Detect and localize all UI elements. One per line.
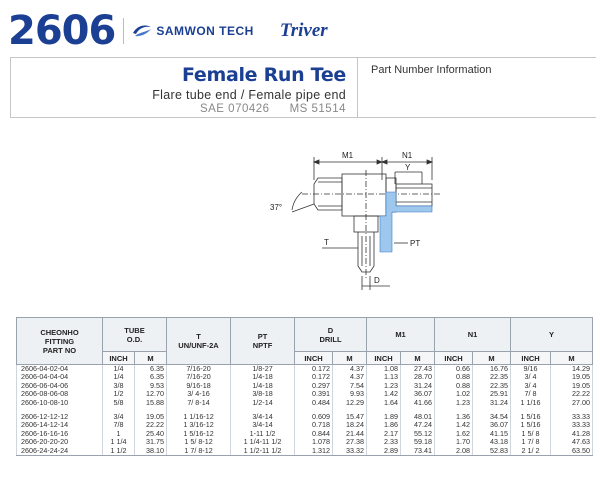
table-cell: 25.40 [135,430,167,438]
table-cell: 21.44 [333,430,367,438]
table-cell: 3/8-18 [231,390,295,398]
table-cell: 7/16-20 [167,373,231,381]
table-cell: 9.53 [135,382,167,390]
table-cell: 1 3/16-12 [167,421,231,429]
table-cell: 0.297 [295,382,333,390]
table-cell: 3/ 4-16 [167,390,231,398]
table-cell: 14.29 [551,365,593,374]
standard-sae: SAE 070426 [199,103,270,115]
header-d-drill [295,318,367,352]
table-cell: 3/ 4 [511,382,551,390]
header-part-line3: PART NO [42,345,77,355]
header-n1: N1 [435,318,511,352]
table-cell: 1.312 [295,447,333,456]
table-cell: 1 1/16 [511,399,551,407]
drawing-label-t: T [324,238,329,247]
header-t-thread [167,318,231,365]
table-row [17,373,593,381]
table-cell: 19.05 [135,413,167,421]
triver-logo: Triver [279,20,328,41]
header-tube-line2: O.D. [126,334,143,344]
unit-inch: INCH [435,352,473,365]
table-cell: 1.23 [367,382,401,390]
table-cell: 1.42 [435,421,473,429]
header-tube-od [103,318,167,352]
table-cell: 1/4 [103,365,135,374]
table-cell: 7/8 [103,421,135,429]
header-y: Y [511,318,593,352]
header-d-line2: DRILL [319,334,342,344]
unit-inch: INCH [103,352,135,365]
table-cell: 6.35 [135,373,167,381]
table-cell: 63.50 [551,447,593,456]
table-cell: 3/8 [103,382,135,390]
drawing-label-y: Y [405,163,411,172]
table-cell: 55.12 [401,430,435,438]
table-cell: 0.484 [295,399,333,407]
header-m1: M1 [367,318,435,352]
standards-line [200,103,346,115]
table-cell: 16.76 [473,365,511,374]
table-row [17,390,593,398]
table-row [17,365,593,374]
title-box-divider [357,58,358,117]
table-cell: 1/2-14 [231,399,295,407]
table-cell: 22.22 [135,421,167,429]
table-cell: 1 [103,430,135,438]
table-cell: 1.89 [367,413,401,421]
drawing-label-d: D [374,276,380,285]
table-cell: 2606-08-06-08 [17,390,103,398]
header-tube-line1: TUBE [124,325,145,335]
table-cell: 2606-24-24-24 [17,447,103,456]
table-cell: 0.66 [435,365,473,374]
table-cell: 31.24 [473,399,511,407]
part-number-info-label: Part Number Information [371,64,492,76]
table-cell: 28.70 [401,373,435,381]
table-cell: 7/ 8 [511,390,551,398]
table-cell: 31.24 [401,382,435,390]
table-cell: 1-11 1/2 [231,430,295,438]
table-cell: 3/ 4 [511,373,551,381]
table-cell: 1/8-27 [231,365,295,374]
table-row [17,447,593,456]
table-cell: 15.88 [135,399,167,407]
table-cell: 41.28 [551,430,593,438]
unit-mm: M [551,352,593,365]
samwon-brand-text: SAMWON TECH [156,24,254,38]
table-cell: 0.172 [295,373,333,381]
table-cell: 1.62 [435,430,473,438]
table-cell: 15.47 [333,413,367,421]
table-row [17,413,593,421]
table-cell: 1.13 [367,373,401,381]
table-row [17,382,593,390]
header-pt-line1: PT [257,332,268,341]
table-cell: 47.24 [401,421,435,429]
table-cell: 1 1/16-12 [167,413,231,421]
table-cell: 19.05 [551,382,593,390]
standard-ms: MS 51514 [289,103,346,115]
table-cell: 1 5/16-12 [167,430,231,438]
table-cell: 27.38 [333,438,367,446]
table-body [17,365,593,456]
table-cell: 22.22 [551,390,593,398]
table-cell: 27.00 [551,399,593,407]
unit-mm: M [333,352,367,365]
product-code: 2606 [8,8,116,54]
table-cell: 36.07 [473,421,511,429]
table-cell: 1 1/4-11 1/2 [231,438,295,446]
table-cell: 2606-16-16-16 [17,430,103,438]
table-cell: 0.88 [435,382,473,390]
table-cell: 33.32 [333,447,367,456]
page-header [8,8,328,54]
table-cell: 7/16-20 [167,365,231,374]
table-cell: 1/4-18 [231,382,295,390]
table-cell: 27.43 [401,365,435,374]
table-cell: 1 5/ 8 [511,430,551,438]
table-cell: 12.29 [333,399,367,407]
table-cell: 3/4 [103,413,135,421]
table-cell: 1.02 [435,390,473,398]
table-cell: 0.172 [295,365,333,374]
table-cell: 22.35 [473,373,511,381]
table-cell: 73.41 [401,447,435,456]
table-cell: 2606-14-12-14 [17,421,103,429]
drawing-label-n1: N1 [402,151,413,160]
table-cell: 41.66 [401,399,435,407]
table-cell: 3/4-14 [231,421,295,429]
table-cell: 1.078 [295,438,333,446]
unit-inch: INCH [367,352,401,365]
table-cell: 6.35 [135,365,167,374]
table-cell: 0.609 [295,413,333,421]
table-cell: 2 1/ 2 [511,447,551,456]
table-row [17,399,593,407]
table-cell: 34.54 [473,413,511,421]
table-cell: 2.33 [367,438,401,446]
table-cell: 12.70 [135,390,167,398]
table-cell: 9/16 [511,365,551,374]
header-pt-thread [231,318,295,365]
table-cell: 1 1/4 [103,438,135,446]
table-cell: 41.15 [473,430,511,438]
table-cell: 1 1/2-11 1/2 [231,447,295,456]
table-cell: 2606-04-02-04 [17,365,103,374]
table-cell: 19.05 [551,373,593,381]
table-row [17,430,593,438]
table-cell: 1/2 [103,390,135,398]
table-cell: 1/4-18 [231,373,295,381]
table-cell: 0.844 [295,430,333,438]
table-cell: 2.89 [367,447,401,456]
table-cell: 1/4 [103,373,135,381]
header-t-line2: UN/UNF-2A [178,341,219,350]
table-cell: 2606-10-08-10 [17,399,103,407]
table-cell: 2606-04-04-04 [17,373,103,381]
dimension-table [16,317,593,456]
table-cell: 18.24 [333,421,367,429]
table-cell: 1.42 [367,390,401,398]
header-part-number [17,318,103,365]
table-cell: 43.18 [473,438,511,446]
table-cell: 0.88 [435,373,473,381]
samwon-logo [132,24,254,38]
product-subtitle: Flare tube end / Female pipe end [152,88,346,102]
table-row [17,438,593,446]
table-cell: 47.63 [551,438,593,446]
table-cell: 36.07 [401,390,435,398]
drawing-label-pt: PT [410,239,421,248]
table-cell: 2606-20-20-20 [17,438,103,446]
table-cell: 2606-06-04-06 [17,382,103,390]
header-pt-line2: NPTF [252,341,273,350]
dimension-table-wrap [16,317,592,456]
table-cell: 4.37 [333,365,367,374]
table-cell: 1 1/2 [103,447,135,456]
table-cell: 1.08 [367,365,401,374]
table-cell: 1.23 [435,399,473,407]
product-title: Female Run Tee [181,64,346,86]
table-cell: 7.54 [333,382,367,390]
header-part-line2: FITTING [44,336,75,346]
header-divider [123,18,124,44]
table-cell: 48.01 [401,413,435,421]
header-d-line1: D [327,325,334,335]
table-cell: 1 7/ 8 [511,438,551,446]
unit-mm: M [135,352,167,365]
table-cell: 2.17 [367,430,401,438]
table-cell: 33.33 [551,413,593,421]
table-cell: 22.35 [473,382,511,390]
table-cell: 0.718 [295,421,333,429]
unit-inch: INCH [511,352,551,365]
table-cell: 33.33 [551,421,593,429]
table-cell: 3/4-14 [231,413,295,421]
unit-mm: M [473,352,511,365]
table-cell: 9.93 [333,390,367,398]
table-cell: 1 5/16 [511,413,551,421]
table-cell: 1.36 [435,413,473,421]
swoosh-logo-icon [132,24,152,38]
table-cell: 52.83 [473,447,511,456]
fitting-drawing [262,140,462,300]
table-cell: 1 5/16 [511,421,551,429]
table-cell: 25.91 [473,390,511,398]
table-cell: 9/16-18 [167,382,231,390]
table-cell: 38.10 [135,447,167,456]
drawing-label-angle: 37° [270,203,283,212]
table-cell: 1.64 [367,399,401,407]
header-t-line1: T [196,332,201,341]
title-box [10,57,596,118]
table-cell: 31.75 [135,438,167,446]
table-cell: 59.18 [401,438,435,446]
table-cell: 1 5/ 8-12 [167,438,231,446]
table-cell: 0.391 [295,390,333,398]
unit-inch: INCH [295,352,333,365]
table-cell: 2606-12-12-12 [17,413,103,421]
table-cell: 1 7/ 8-12 [167,447,231,456]
table-cell: 4.37 [333,373,367,381]
table-cell: 2.08 [435,447,473,456]
drawing-label-m1: M1 [342,151,354,160]
table-cell: 7/ 8-14 [167,399,231,407]
table-cell: 1.70 [435,438,473,446]
unit-mm: M [401,352,435,365]
table-row [17,421,593,429]
table-cell: 5/8 [103,399,135,407]
header-part-line1: CHEONHO [40,327,79,337]
table-cell: 1.86 [367,421,401,429]
